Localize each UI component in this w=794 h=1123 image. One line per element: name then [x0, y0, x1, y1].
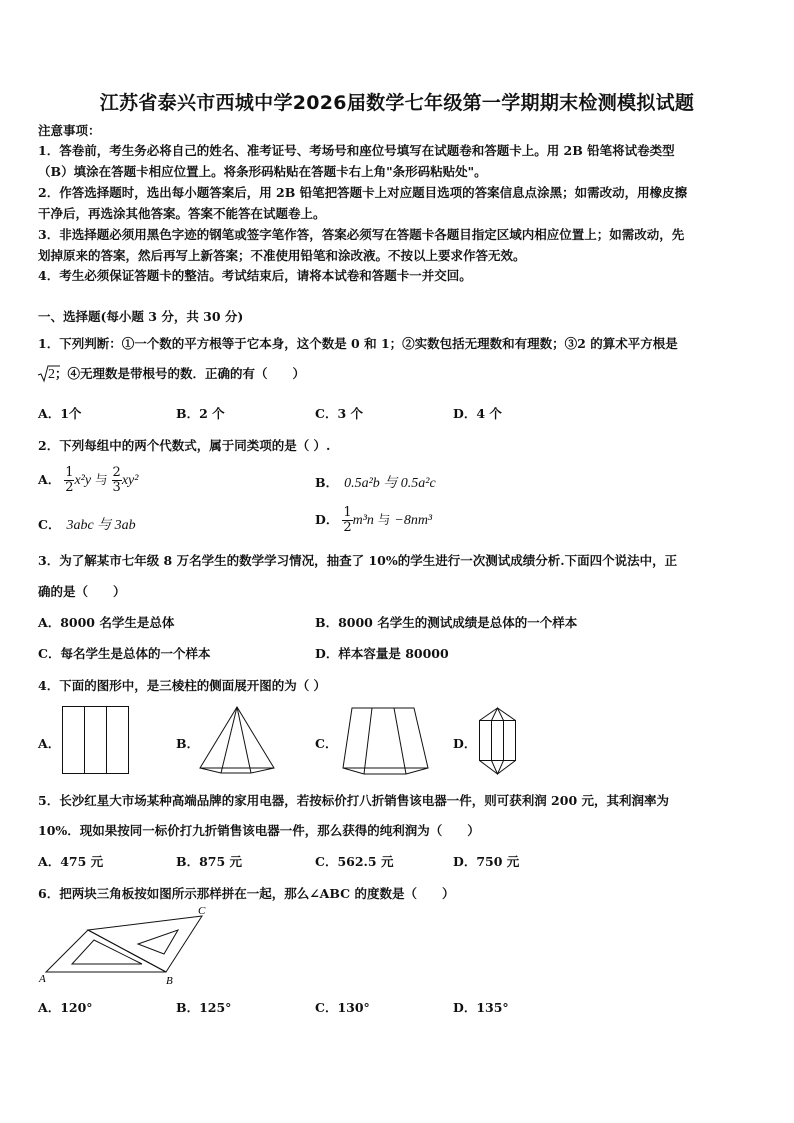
q2-option-a[interactable]: A． $\frac{1}{2}$ x²y 与 $\frac{2}{3}$ xy² — [38, 465, 139, 495]
notice-line: 1．答卷前，考生务必将自己的姓名、准考证号、考场号和座位号填写在试题卷和答题卡上。用 2B 铅笔将试卷类型 — [38, 143, 675, 158]
notice-line: 划掉原来的答案，然后再写上新答案；不准使用铅笔和涂改液。不按以上要求作答无效。 — [38, 248, 526, 263]
figure-d-prism-net — [475, 706, 525, 776]
radical-sign — [38, 364, 60, 384]
point-label-b: B — [166, 975, 173, 987]
question-6-stem: 6．把两块三角板按如图所示那样拼在一起，那么∠ABC 的度数是（ ） — [38, 886, 455, 901]
notice-line: 2．作答选择题时，选出每小题答案后，用 2B 铅笔把答题卡上对应题目选项的答案信息点涂黑；如需改动，用橡皮擦 — [38, 185, 688, 200]
figure-two-set-squares — [38, 905, 218, 988]
figure-b-fan-triangles — [199, 706, 279, 776]
notice-heading: 注意事项： — [38, 123, 101, 138]
q3-option-b[interactable]: B．8000 名学生的测试成绩是总体的一个样本 — [315, 615, 578, 630]
question-5-line1: 5．长沙红星大市场某种高端品牌的家用电器，若按标价打八折销售该电器一件，则可获利润 200 元，其利润率为 — [38, 793, 669, 808]
q3-option-c[interactable]: C．每名学生是总体的一个样本 — [38, 646, 211, 661]
q2-option-b[interactable]: B． 0.5a²b 与 0.5a²c — [315, 475, 436, 491]
q1-option-d[interactable]: D．4 个 — [453, 406, 502, 421]
q4-option-a-label[interactable]: A． — [38, 736, 61, 751]
q6-option-c[interactable]: C．130° — [315, 1000, 370, 1015]
q5-option-d[interactable]: D．750 元 — [453, 854, 520, 869]
figure-a-three-rectangles — [62, 706, 132, 776]
q2-option-c[interactable]: C． 3abc 与 3ab — [38, 517, 136, 533]
question-5-line2: 10%．现如果按同一标价打九折销售该电器一件，那么获得的纯利润为（ ） — [38, 823, 480, 838]
point-label-a: A — [39, 973, 46, 985]
notice-line: 4．考生必须保证答题卡的整洁。考试结束后，请将本试卷和答题卡一并交回。 — [38, 268, 472, 283]
q1-option-b[interactable]: B．2 个 — [176, 406, 225, 421]
question-3-line1: 3．为了解某市七年级 8 万名学生的数学学习情况，抽查了 10%的学生进行一次测试成绩分析.下面四个说法中，正 — [38, 553, 678, 568]
section-heading: 一、选择题(每小题 3 分，共 30 分) — [38, 309, 244, 324]
q2-option-d[interactable]: D． $\frac{1}{2}$ m³n 与 −8nm³ — [315, 505, 433, 535]
q6-option-b[interactable]: B．125° — [176, 1000, 232, 1015]
q3-option-a[interactable]: A．8000 名学生是总体 — [38, 615, 175, 630]
notice-line: 干净后，再选涂其他答案。答案不能答在试题卷上。 — [38, 206, 326, 221]
exam-title: 江苏省泰兴市西城中学2026届数学七年级第一学期期末检测模拟试题 — [99, 92, 695, 114]
notice-line: （B）填涂在答题卡相应位置上。将条形码粘贴在答题卡右上角"条形码粘贴处"。 — [38, 164, 487, 179]
figure-c-trapezoid-strips — [342, 706, 432, 776]
notice-line: 3．非选择题必须用黑色字迹的钢笔或签字笔作答，答案必须写在答题卡各题目指定区域内相应位置上；如需改动，先 — [38, 227, 685, 242]
question-1-line2: 2；④无理数是带根号的数．正确的有（ ） — [38, 364, 305, 383]
point-label-c: C — [198, 905, 206, 917]
q6-option-a[interactable]: A．120° — [38, 1000, 93, 1015]
q6-option-d[interactable]: D．135° — [453, 1000, 509, 1015]
q1-option-c[interactable]: C．3 个 — [315, 406, 363, 421]
question-3-line2: 确的是（ ） — [38, 584, 126, 599]
q4-option-d-label[interactable]: D． — [453, 736, 477, 751]
question-1-line1: 1．下列判断：①一个数的平方根等于它本身，这个数是 0 和 1；②实数包括无理数和有理数；③2 的算术平方根是 — [38, 336, 678, 351]
question-4-stem: 4．下面的图形中，是三棱柱的侧面展开图的为（ ） — [38, 678, 327, 693]
q5-option-b[interactable]: B．875 元 — [176, 854, 243, 869]
q1-option-a[interactable]: A．1个 — [38, 406, 82, 421]
q4-option-c-label[interactable]: C． — [315, 736, 338, 751]
sqrt-expression: 2 — [38, 366, 55, 383]
q5-option-c[interactable]: C．562.5 元 — [315, 854, 394, 869]
q5-option-a[interactable]: A．475 元 — [38, 854, 104, 869]
question-2-stem: 2．下列每组中的两个代数式，属于同类项的是（ ）. — [38, 438, 331, 453]
q4-option-b-label[interactable]: B． — [176, 736, 200, 751]
q3-option-d[interactable]: D．样本容量是 80000 — [315, 646, 449, 661]
